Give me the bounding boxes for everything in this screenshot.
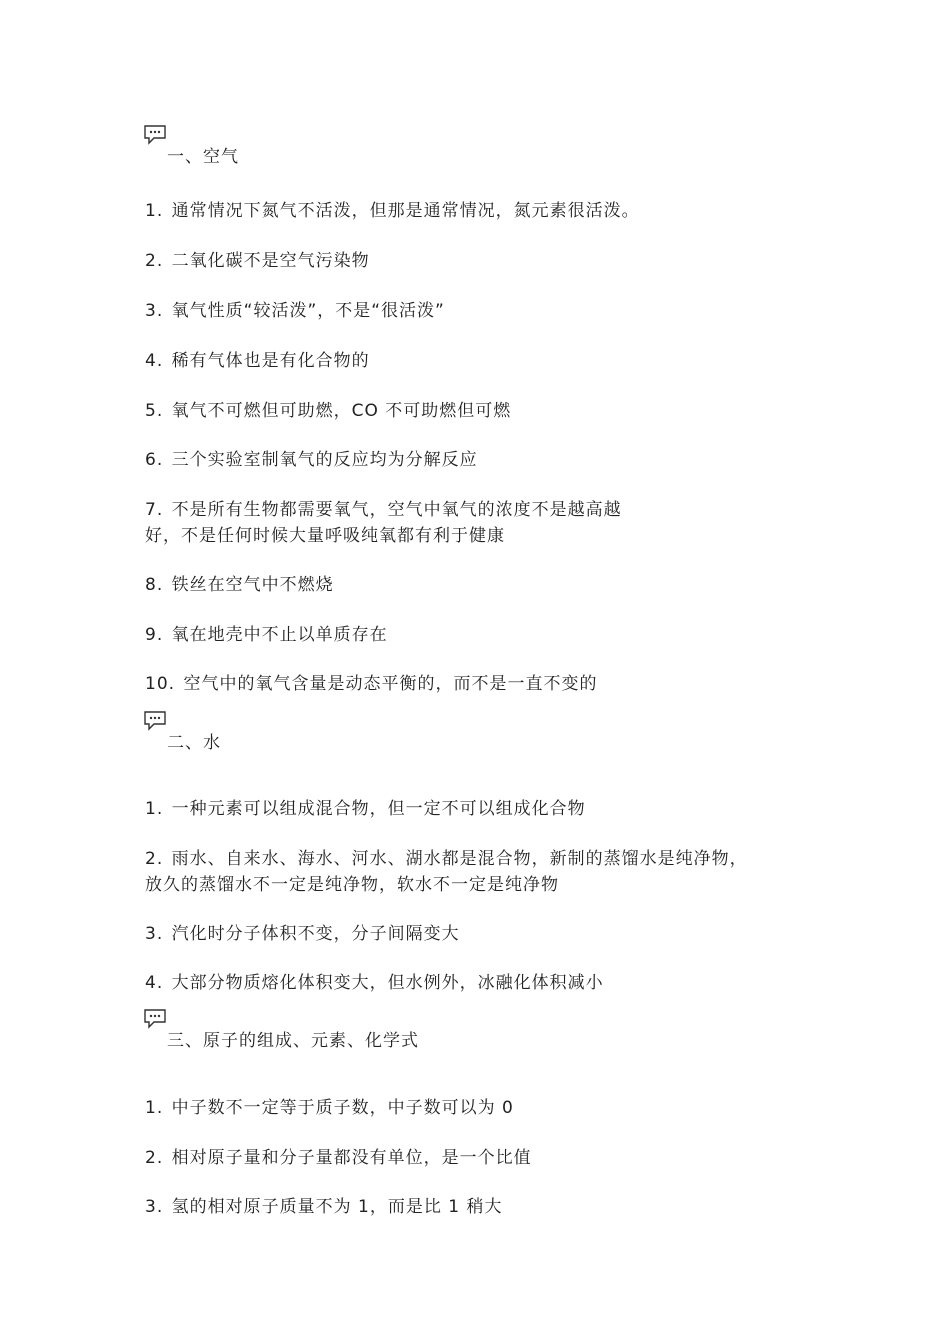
list-item: 4. 稀有气体也是有化合物的 (145, 351, 370, 371)
list-item: 2. 二氧化碳不是空气污染物 (145, 251, 370, 271)
list-item: 4. 大部分物质熔化体积变大，但水例外，冰融化体积减小 (145, 973, 604, 993)
section-title: 一、空气 (167, 147, 239, 167)
list-item: 3. 氧气性质“较活泼”，不是“很活泼” (145, 301, 445, 321)
list-item: 1. 通常情况下氮气不活泼，但那是通常情况，氮元素很活泼。 (145, 201, 640, 221)
list-item: 3. 汽化时分子体积不变，分子间隔变大 (145, 924, 460, 944)
list-item: 8. 铁丝在空气中不燃烧 (145, 575, 334, 595)
comment-icon (143, 124, 167, 146)
list-item: 1. 一种元素可以组成混合物，但一定不可以组成化合物 (145, 799, 586, 819)
list-item: 6. 三个实验室制氧气的反应均为分解反应 (145, 450, 478, 470)
comment-icon (143, 1008, 167, 1030)
list-item: 2. 雨水、自来水、海水、河水、湖水都是混合物，新制的蒸馏水是纯净物， 放久的蒸馏水不一定是纯净物，软水不一定是纯净物 (145, 849, 748, 895)
list-item: 10. 空气中的氧气含量是动态平衡的，而不是一直不变的 (145, 674, 598, 694)
list-item: 9. 氧在地壳中不止以单质存在 (145, 625, 388, 645)
comment-icon (143, 710, 167, 732)
list-item: 3. 氢的相对原子质量不为 1，而是比 1 稍大 (145, 1197, 503, 1217)
list-item: 5. 氧气不可燃但可助燃，CO 不可助燃但可燃 (145, 401, 512, 421)
section-title: 三、原子的组成、元素、化学式 (167, 1031, 419, 1051)
list-item: 2. 相对原子量和分子量都没有单位，是一个比值 (145, 1148, 532, 1168)
section-title: 二、水 (167, 733, 221, 753)
list-item: 1. 中子数不一定等于质子数，中子数可以为 0 (145, 1098, 514, 1118)
list-item: 7. 不是所有生物都需要氧气，空气中氧气的浓度不是越高越 好，不是任何时候大量呼吸纯氧都有利于健康 (145, 500, 622, 546)
